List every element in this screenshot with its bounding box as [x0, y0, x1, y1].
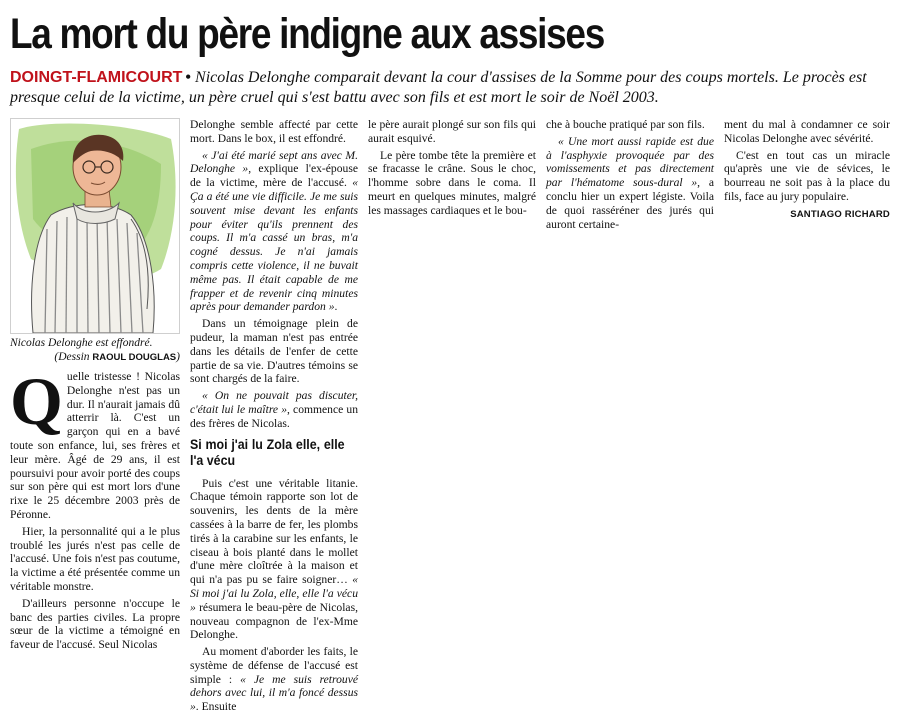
dateline-location: DOINGT-FLAMICOURT	[10, 69, 183, 86]
dropcap: Q	[10, 363, 63, 439]
portrait-sketch	[11, 119, 179, 333]
photo-caption	[10, 336, 180, 365]
illustration-drawing	[10, 118, 180, 334]
byline: SANTIAGO RICHARD	[790, 208, 890, 220]
lede-text: Nicolas Delonghe comparait devant la cour d'assises de la Somme pour des coups mortels. Le procès est presque celui de la victime, un père cruel qui s'est battu avec son fils et est mort le soir de Noël 2003.	[10, 69, 867, 106]
subheading: Si moi j'ai lu Zola elle, elle l'a vécu	[190, 436, 345, 468]
paragraph: ment du mal à condamner ce soir Nicolas Delonghe avec sévérité.	[724, 118, 890, 145]
paragraph: « On ne pouvait pas discuter, c'était lui le maître », commence un des frères de Nicolas.	[190, 389, 358, 430]
paragraph: Delonghe semble affecté par cette mort. Dans le box, il est effondré.	[190, 118, 358, 145]
photo-credit: (Dessin RAOUL DOUGLAS)	[54, 351, 180, 363]
paragraph: che à bouche pratiqué par son fils.	[546, 118, 705, 131]
paragraph: Puis c'est une véritable litanie. Chaque témoin rapporte son lot de souvenirs, les dents de la mère cassées à la barre de fer, les plombs tirés à la carabine sur les enfants, le ciseau à bois planté dans le mollet d'une mère cloîtrée à la maison et qui n'a pas pu se faire soigner… « Si moi j'ai lu Zola, elle, elle l'a vécu » résumera le beau-père de Nicolas, nouveau compagnon de l'ex-Mme Delonghe.	[190, 476, 358, 642]
paragraph: « J'ai été marié sept ans avec M. Delonghe », explique l'ex-épouse de la victime, mère de l'accusé. « Ça a été une vie difficile. Je me suis souvent mise devant les enfants pour éviter qu'ils prennent des coups. Il m'a cassé un bras, m'a cogné dessus. Je n'ai jamais compris cette violence, il ne buvait même pas. Il était capable de me frapper et de revenir cinq minutes après pour demander pardon ».	[190, 148, 358, 314]
paragraph: Au moment d'aborder les faits, le système de défense de l'accusé est simple : « Je me suis retrouvé dehors avec lui, il m'a foncé dessus ». Ensuite	[190, 645, 358, 714]
article-column-5	[724, 118, 890, 222]
caption-text: Nicolas Delonghe est effondré.	[10, 337, 153, 349]
credit-name: RAOUL DOUGLAS	[92, 352, 177, 363]
article-column-3	[368, 118, 536, 221]
dateline-bullet: •	[185, 69, 192, 86]
lede	[10, 68, 890, 108]
paragraph: le père aurait plongé sur son fils qui aurait esquivé.	[368, 118, 536, 145]
article-column-2	[190, 118, 358, 717]
article-column-1	[10, 363, 180, 655]
paragraph: « Une mort aussi rapide est due à l'asphyxie provoquée par des vomissements et pas directement par l'hématome sous-dural », a conclu hier un expert légiste. Voila de quoi rasséréner des jurés qui auront certaine-	[546, 134, 714, 231]
headline: La mort du père indigne aux assises	[10, 10, 604, 58]
paragraph: Dans un témoignage plein de pudeur, la maman n'est pas entrée dans les détails de l'enfer de cette partie de sa vie. D'autres témoins se sont chargés de la faire.	[190, 317, 358, 386]
article-column-4	[546, 118, 714, 234]
paragraph: Quelle tristesse ! Nicolas Delonghe n'est pas un dur. Il n'aurait jamais dû atterrir là. C'est un garçon qui en a bavé toute son enfance, lui, ses frères et leur mère. Âgé de 29 ans, il est poursuivi pour avoir porté des coups sur son père qui est mort lors d'une rixe le 25 décembre 2003 près de Péronne.	[10, 363, 180, 521]
paragraph: Le père tombe tête la première et se fracasse le crâne. Sous le choc, l'homme sobre dans le coma. Il meurt en quelques minutes, malgré les massages cardiaques et le bou-	[368, 148, 536, 217]
paragraph: Hier, la personnalité qui a le plus troublé les jurés n'est pas celle de l'accusé. Une fois n'est pas coutume, la victime a été présentée comme un véritable monstre.	[10, 524, 180, 593]
paragraph: D'ailleurs personne n'occupe le banc des parties civiles. La propre sœur de la victime a témoigné en faveur de l'accusé. Seul Nicolas	[10, 596, 180, 652]
paragraph: C'est en tout cas un miracle qu'après une vie de sévices, le bourreau ne soit pas à la place du fils, face au jury populaire.	[724, 148, 890, 203]
